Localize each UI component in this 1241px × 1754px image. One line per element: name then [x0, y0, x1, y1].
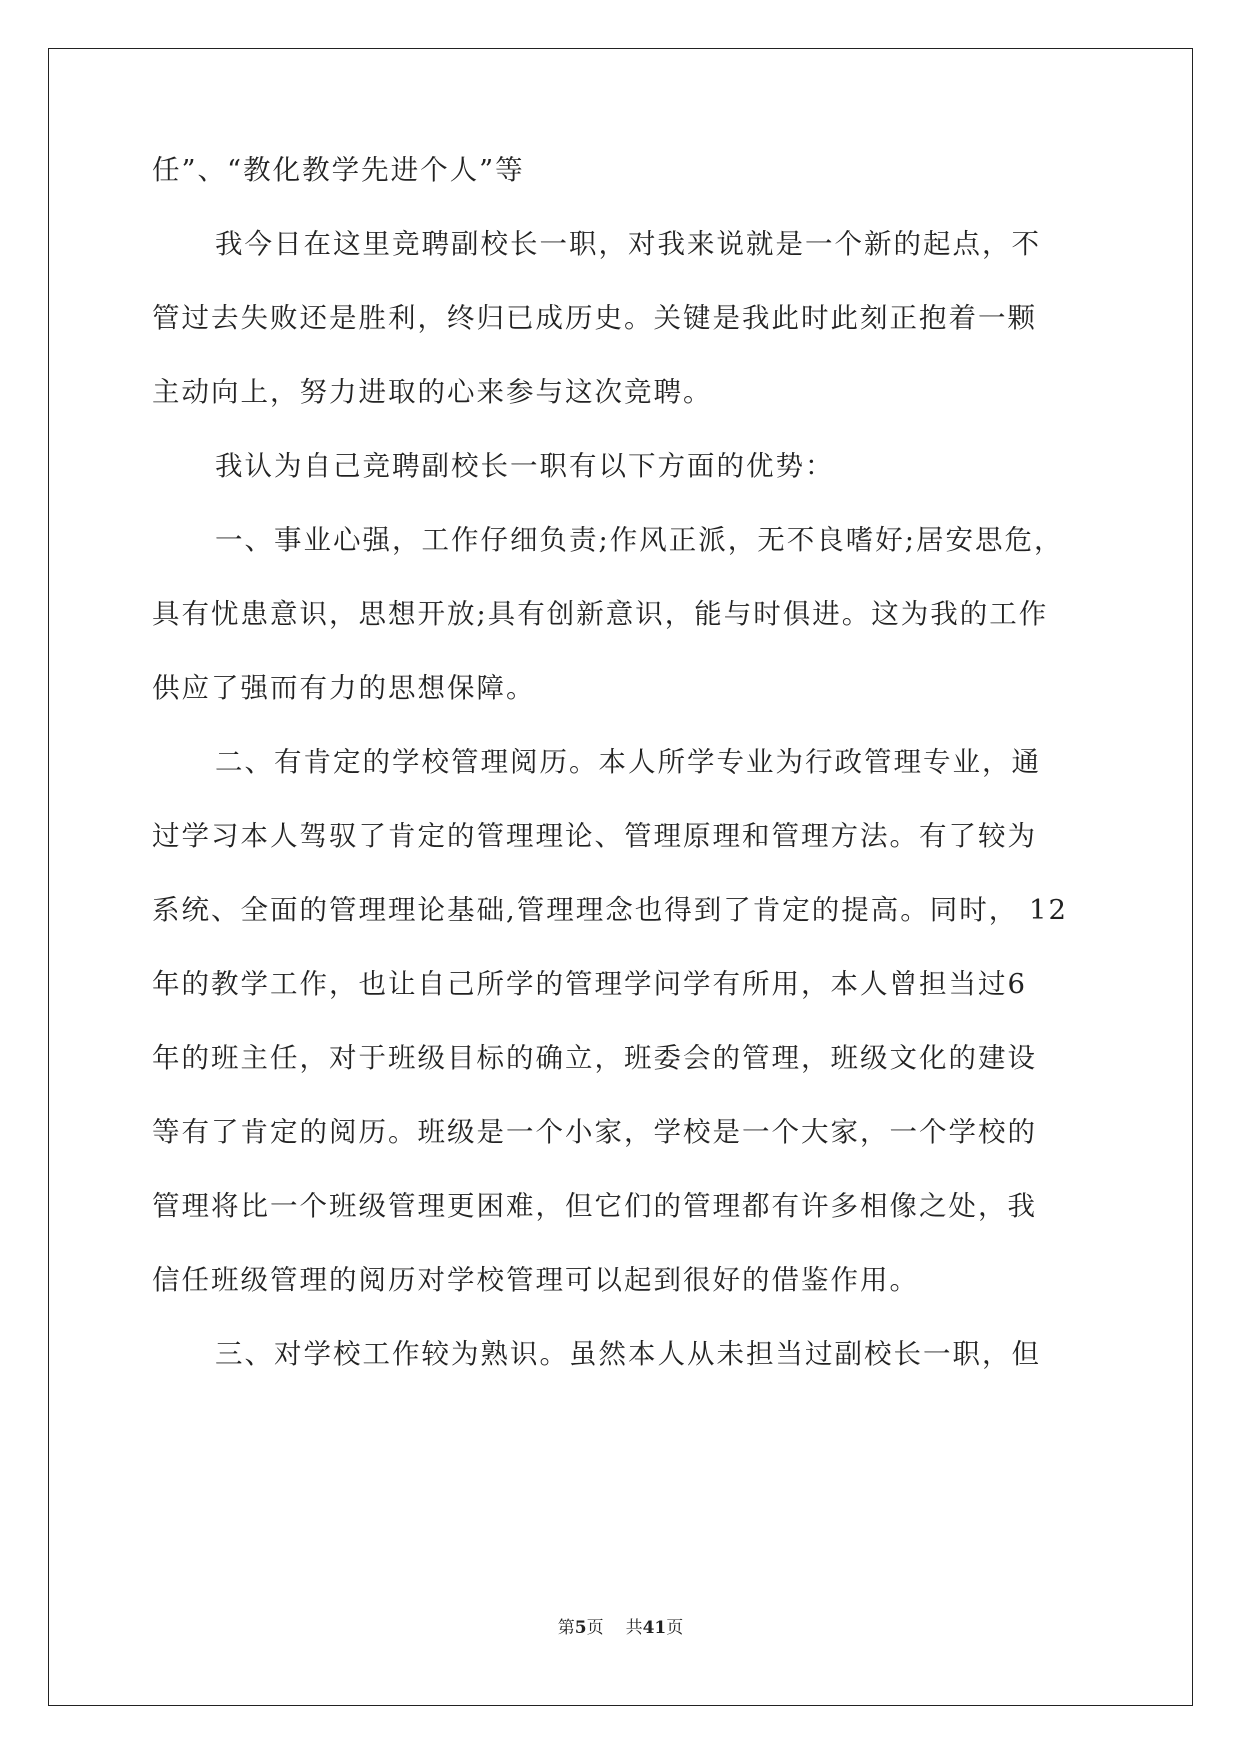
page-number: 5 — [574, 1618, 587, 1638]
text-line: 过学习本人驾驭了肯定的管理理论、管理原理和管理方法。有了较为 — [152, 820, 1037, 852]
text-line: 管过去失败还是胜利，终归已成历史。关键是我此时此刻正抱着一颗 — [152, 302, 1037, 334]
total-pages: 41 — [642, 1618, 667, 1638]
text-line: 供应了强而有力的思想保障。 — [152, 672, 536, 704]
text-line: 等有了肯定的阅历。班级是一个小家，学校是一个大家，一个学校的 — [152, 1116, 1037, 1148]
page-prefix: 第 — [557, 1618, 575, 1638]
text-line: 我认为自己竞聘副校长一职有以下方面的优势： — [215, 450, 835, 482]
text-line: 三、对学校工作较为熟识。虽然本人从未担当过副校长一职，但 — [215, 1338, 1041, 1370]
text-line: 主动向上，努力进取的心来参与这次竞聘。 — [152, 376, 713, 408]
text-line: 具有忧患意识，思想开放;具有创新意识，能与时俱进。这为我的工作 — [152, 598, 1049, 630]
page-border — [48, 48, 1193, 1706]
text-line: 信任班级管理的阅历对学校管理可以起到很好的借鉴作用。 — [152, 1264, 919, 1296]
text-line: 管理将比一个班级管理更困难，但它们的管理都有许多相像之处，我 — [152, 1190, 1037, 1222]
text-line: 二、有肯定的学校管理阅历。本人所学专业为行政管理专业，通 — [215, 746, 1041, 778]
text-line: 一、事业心强，工作仔细负责;作风正派，无不良嗜好;居安思危， — [215, 524, 1064, 556]
text-line: 系统、全面的管理理论基础,管理理念也得到了肯定的提高。同时， 12 — [152, 894, 1068, 926]
total-prefix: 共 — [625, 1618, 643, 1638]
text-line: 我今日在这里竞聘副校长一职，对我来说就是一个新的起点，不 — [215, 228, 1041, 260]
text-line: 年的班主任，对于班级目标的确立，班委会的管理，班级文化的建设 — [152, 1042, 1037, 1074]
total-suffix: 页 — [666, 1618, 684, 1638]
page-footer — [0, 1617, 1241, 1639]
page-suffix: 页 — [586, 1618, 604, 1638]
text-line: 年的教学工作，也让自己所学的管理学问学有所用，本人曾担当过6 — [152, 968, 1027, 1000]
text-line: 任”、“教化教学先进个人”等 — [152, 154, 525, 186]
